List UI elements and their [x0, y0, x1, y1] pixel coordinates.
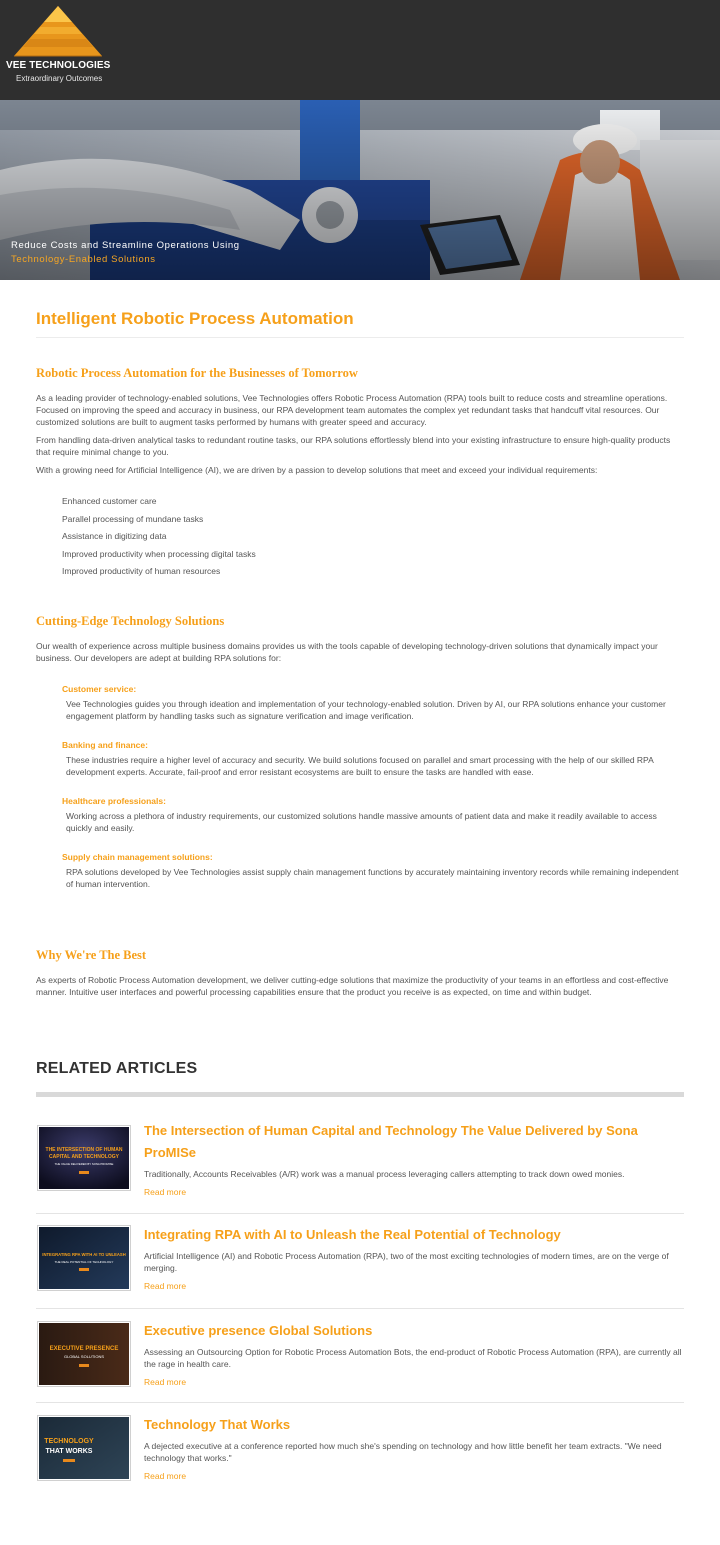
article-title-link[interactable]: The Intersection of Human Capital and Technology The Value Delivered by Sona ProMISe: [144, 1122, 638, 1160]
article-thumbnail[interactable]: [37, 1321, 131, 1387]
pyramid-logo-icon: [10, 4, 106, 60]
section-heading-why-best: Why We're The Best: [36, 947, 147, 962]
service-item: [62, 739, 684, 778]
service-description: RPA solutions developed by Vee Technologies assist supply chain management functions by accurately maintaining inventory records while remaining independent of human intervention.: [66, 866, 679, 889]
main-content: [0, 309, 720, 1498]
article-excerpt: Artificial Intelligence (AI) and Robotic Process Automation (RPA), two of the most exciting technologies of modern times, are on the verge of merging.: [144, 1251, 669, 1273]
section-paragraph: From handling data-driven analytical tasks to redundant routine tasks, our RPA solutions effortlessly blend into your existing infrastructure to ensure high-quality products that require minimal change to you.: [36, 435, 671, 457]
read-more-link[interactable]: Read more: [144, 1281, 187, 1291]
section-paragraph: Our wealth of experience across multiple business domains provides us with the tools capable of developing technology-driven solutions that dynamically impact your business. Our developers are adept at building RPA solutions for:: [36, 640, 658, 663]
logo[interactable]: [6, 4, 110, 84]
list-item: Assistance in digitizing data: [62, 531, 167, 541]
section-paragraph: With a growing need for Artificial Intelligence (AI), we are driven by a passion to develop solutions that meet and exceed your individual requirements:: [36, 465, 598, 475]
service-description: Vee Technologies guides you through ideation and implementation of your technology-enabled solution. Driven by AI, our RPA solutions enhance your customer engagement platform by handling tasks such as signature verification and image verification.: [66, 698, 666, 721]
service-item: [62, 795, 684, 834]
list-item: Enhanced customer care: [62, 496, 157, 506]
hero-banner: [0, 100, 720, 280]
article-card: [36, 1214, 684, 1309]
service-title: Healthcare professionals:: [62, 795, 166, 806]
thumb-text: THE VALUE DELIVERED BY SONA PROMISE: [54, 1161, 114, 1166]
list-item: Parallel processing of mundane tasks: [62, 513, 204, 524]
thumb-text: THE REAL POTENTIAL OF TECHNOLOGY: [54, 1260, 114, 1264]
article-thumbnail[interactable]: [37, 1125, 131, 1191]
section-paragraph: As a leading provider of technology-enabled solutions, Vee Technologies offers Robotic Process Automation (RPA) tools built to reduce costs and streamline operations. Focused on improving the speed and accuracy in business, our RPA development team automates the complex yet redundant tasks that handcuff vital resources. Our customized solutions are built to augment tasks performed by humans with greater speed and accuracy.: [36, 393, 668, 427]
article-title-link[interactable]: Technology That Works: [144, 1417, 291, 1432]
article-card: [36, 1403, 684, 1498]
hero-robotics-image: [0, 100, 720, 280]
site-header: [0, 0, 720, 100]
thumb-text: CAPITAL AND TECHNOLOGY: [49, 1153, 119, 1160]
read-more-link[interactable]: Read more: [144, 1186, 187, 1197]
thumb-text: INTEGRATING RPA WITH AI TO UNLEASH: [42, 1252, 126, 1257]
article-excerpt: A dejected executive at a conference reported how much she's spending on technology and how little benefit her team extracts. "We need technology that works.": [144, 1441, 662, 1463]
service-item: [62, 851, 684, 890]
thumb-text: EXECUTIVE PRESENCE: [49, 1345, 119, 1352]
service-item: [62, 683, 684, 722]
article-excerpt: Assessing an Outsourcing Option for Robotic Process Automation Bots, the end-product of Robotic Process Automation (RPA), are currently all the rage in health care.: [144, 1346, 682, 1369]
divider: [36, 1092, 684, 1097]
article-thumbnail[interactable]: [37, 1415, 131, 1481]
article-text: [144, 1224, 684, 1294]
service-title: Banking and finance:: [62, 739, 148, 750]
list-item: Improved productivity of human resources: [62, 566, 221, 576]
thumb-text: GLOBAL SOLUTIONS: [63, 1353, 105, 1359]
service-description: Working across a plethora of industry requirements, our customized solutions handle massive amounts of patient data and make it readily available to access quickly and easily.: [66, 810, 657, 833]
service-title: Supply chain management solutions:: [62, 851, 213, 862]
service-title: Customer service:: [62, 683, 137, 694]
article-thumbnail[interactable]: [37, 1225, 131, 1291]
article-text: [144, 1120, 684, 1200]
article-title-link[interactable]: Integrating RPA with AI to Unleash the Real Potential of Technology: [144, 1227, 561, 1242]
article-excerpt: Traditionally, Accounts Receivables (A/R) work was a manual process leveraging callers attempting to track down owed monies.: [144, 1168, 625, 1179]
thumb-text: THE INTERSECTION OF HUMAN: [45, 1146, 123, 1153]
related-articles-list: [36, 1120, 684, 1498]
section-heading-technology: Cutting-Edge Technology Solutions: [36, 613, 225, 628]
hero-headline: Reduce Costs and Streamline Operations Using: [11, 240, 240, 251]
service-description: These industries require a higher level of accuracy and security. We build solutions focused on parallel and smart processing with the help of our skilled RPA development experts. Accurate, fail-proof and error resistant ecosystems are built to ensure the tasks are handled with ease.: [66, 754, 654, 777]
hero-subheadline: Technology-Enabled Solutions: [11, 254, 156, 265]
logo-name: VEE TECHNOLOGIES: [6, 60, 111, 71]
article-card: [36, 1120, 684, 1215]
article-text: [144, 1320, 684, 1390]
logo-tagline: Extraordinary Outcomes: [16, 74, 103, 83]
section-heading-rpa: Robotic Process Automation for the Businesses of Tomorrow: [36, 366, 358, 380]
article-title-link[interactable]: Executive presence Global Solutions: [144, 1322, 373, 1338]
list-item: Improved productivity when processing digital tasks: [62, 548, 256, 559]
thumb-text: THAT WORKS: [45, 1448, 93, 1455]
services-list: [36, 683, 684, 890]
page-title: Intelligent Robotic Process Automation: [36, 309, 684, 338]
read-more-link[interactable]: Read more: [144, 1471, 187, 1481]
article-text: [144, 1414, 684, 1484]
article-card: [36, 1309, 684, 1404]
section-paragraph: As experts of Robotic Process Automation development, we deliver cutting-edge solutions that maximize the productivity of your teams in an effortless and cost-effective manner. Intuitive user interfaces and powerful processing capabilities ensure that the product you receive is as expected, on time and within budget.: [36, 974, 669, 997]
thumb-text: TECHNOLOGY: [44, 1438, 94, 1445]
benefits-list: [36, 495, 684, 583]
read-more-link[interactable]: Read more: [144, 1376, 187, 1387]
related-articles-heading: RELATED ARTICLES: [36, 1059, 198, 1077]
